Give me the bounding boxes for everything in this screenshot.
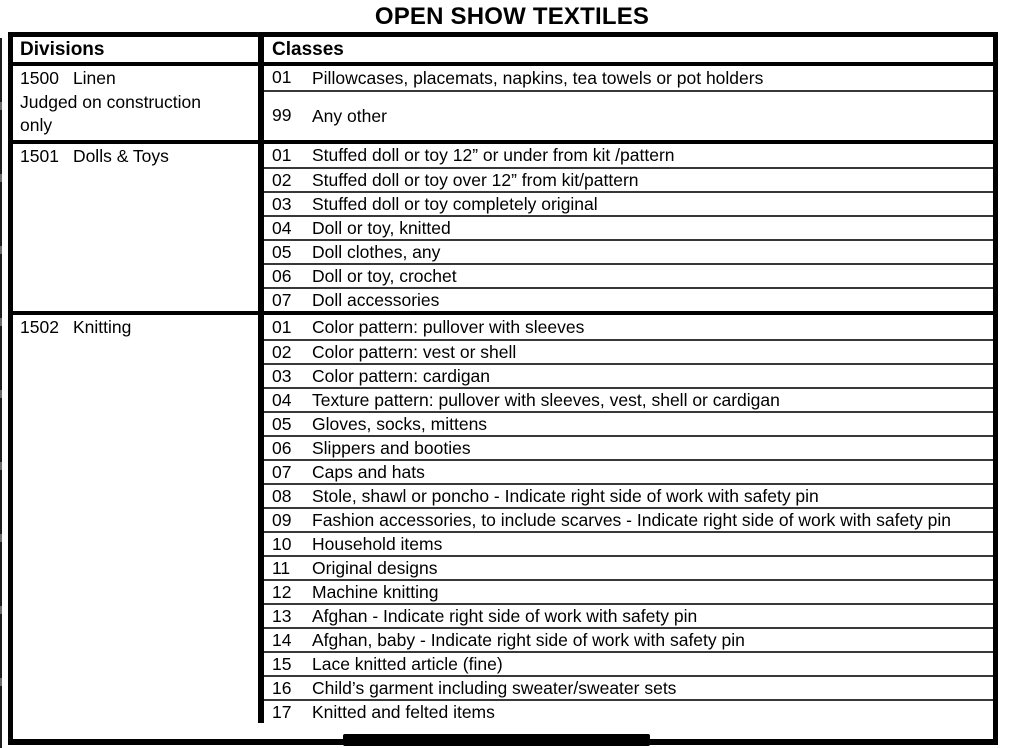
division-name: Linen — [72, 68, 116, 88]
class-row — [264, 339, 993, 363]
class-number: 07 — [272, 289, 292, 310]
class-description: Afghan - Indicate right side of work with safety pin — [312, 606, 698, 627]
class-row — [264, 191, 993, 215]
class-row — [264, 651, 993, 675]
class-number: 06 — [272, 265, 292, 286]
table-body — [13, 66, 993, 723]
division-name: Dolls & Toys — [72, 145, 169, 166]
class-row — [264, 435, 993, 459]
scan-artifact-bar — [343, 734, 650, 746]
class-row — [264, 167, 993, 191]
class-description: Color pattern: pullover with sleeves — [312, 317, 585, 338]
class-row — [264, 363, 993, 387]
division-name: Knitting — [72, 317, 132, 338]
class-number: 02 — [272, 341, 292, 362]
class-number: 02 — [272, 169, 292, 190]
class-row — [264, 239, 993, 263]
class-description: Doll or toy, crochet — [312, 266, 457, 287]
classes-cell — [264, 144, 993, 312]
class-row — [264, 144, 993, 168]
division-code: 1500 — [20, 68, 59, 88]
class-row — [264, 387, 993, 411]
class-number: 04 — [272, 217, 292, 238]
class-description: Stuffed doll or toy over 12” from kit/pattern — [312, 170, 639, 191]
class-number: 13 — [272, 605, 292, 626]
division-row — [13, 140, 993, 312]
classes-cell — [264, 66, 993, 140]
division-code: 1501 — [20, 145, 59, 166]
class-row — [264, 507, 993, 531]
division-title — [20, 145, 252, 169]
class-number: 03 — [272, 365, 292, 386]
class-row — [264, 66, 993, 90]
class-row — [264, 603, 993, 627]
class-number: 05 — [272, 413, 292, 434]
class-number: 07 — [272, 461, 292, 482]
division-cell — [13, 66, 264, 140]
class-description: Color pattern: cardigan — [312, 366, 491, 387]
class-description: Knitted and felted items — [312, 702, 495, 723]
class-number: 06 — [272, 437, 292, 458]
class-row — [264, 483, 993, 507]
class-number: 08 — [272, 485, 292, 506]
class-description: Caps and hats — [312, 462, 425, 483]
class-row — [264, 555, 993, 579]
division-code: 1502 — [20, 317, 59, 338]
class-row — [264, 459, 993, 483]
class-row — [264, 627, 993, 651]
page-title: OPEN SHOW TEXTILES — [374, 3, 650, 30]
class-description: Afghan, baby - Indicate right side of work with safety pin — [312, 630, 745, 651]
class-row — [264, 287, 993, 311]
class-description: Color pattern: vest or shell — [312, 342, 517, 363]
class-description: Doll clothes, any — [312, 242, 441, 263]
class-number: 99 — [272, 105, 292, 126]
class-description: Household items — [312, 534, 443, 555]
class-description: Stole, shawl or poncho - Indicate right side of work with safety pin — [312, 486, 819, 507]
division-cell — [13, 315, 264, 723]
class-description: Slippers and booties — [312, 438, 471, 459]
class-number: 11 — [272, 557, 291, 578]
class-row — [264, 699, 993, 723]
column-header-classes: Classes — [272, 38, 344, 60]
class-number: 01 — [272, 144, 292, 165]
class-description: Doll or toy, knitted — [312, 218, 451, 239]
class-row — [264, 315, 993, 339]
class-row — [264, 263, 993, 287]
division-cell — [13, 144, 264, 312]
column-header-divisions: Divisions — [13, 37, 264, 62]
class-description: Pillowcases, placemats, napkins, tea towels or pot holders — [312, 67, 764, 88]
class-description: Texture pattern: pullover with sleeves, vest, shell or cardigan — [312, 390, 780, 411]
class-number: 09 — [272, 509, 292, 530]
class-row — [264, 411, 993, 435]
class-number: 01 — [272, 67, 292, 88]
scan-edge-artifact — [0, 38, 2, 748]
class-description: Any other — [312, 105, 387, 126]
classes-cell — [264, 315, 993, 723]
class-description: Child’s garment including sweater/sweater sets — [312, 678, 677, 699]
class-row — [264, 675, 993, 699]
class-number: 17 — [272, 701, 292, 722]
class-row — [264, 579, 993, 603]
class-row — [264, 90, 993, 140]
class-number: 01 — [272, 316, 292, 337]
class-row — [264, 531, 993, 555]
class-row — [264, 215, 993, 239]
class-description: Original designs — [312, 558, 438, 579]
class-number: 14 — [272, 629, 292, 650]
division-note: Judged on construction only — [20, 91, 201, 135]
textiles-table — [8, 32, 998, 745]
class-description: Doll accessories — [312, 290, 440, 311]
class-number: 03 — [272, 193, 292, 214]
class-number: 04 — [272, 389, 292, 410]
class-description: Stuffed doll or toy completely original — [312, 194, 598, 215]
class-number: 15 — [272, 653, 292, 674]
division-row — [13, 66, 993, 140]
division-title — [20, 316, 252, 340]
class-number: 10 — [272, 533, 292, 554]
class-number: 05 — [272, 241, 292, 262]
class-number: 16 — [272, 677, 292, 698]
division-row — [13, 311, 993, 723]
class-description: Stuffed doll or toy 12” or under from kit /pattern — [312, 145, 675, 166]
table-header-row — [13, 37, 993, 66]
class-number: 12 — [272, 581, 292, 602]
class-description: Machine knitting — [312, 582, 439, 603]
class-description: Lace knitted article (fine) — [312, 654, 503, 675]
class-description: Gloves, socks, mittens — [312, 414, 488, 435]
class-description: Fashion accessories, to include scarves - Indicate right side of work with safety pin — [312, 510, 952, 531]
division-title — [20, 67, 252, 91]
